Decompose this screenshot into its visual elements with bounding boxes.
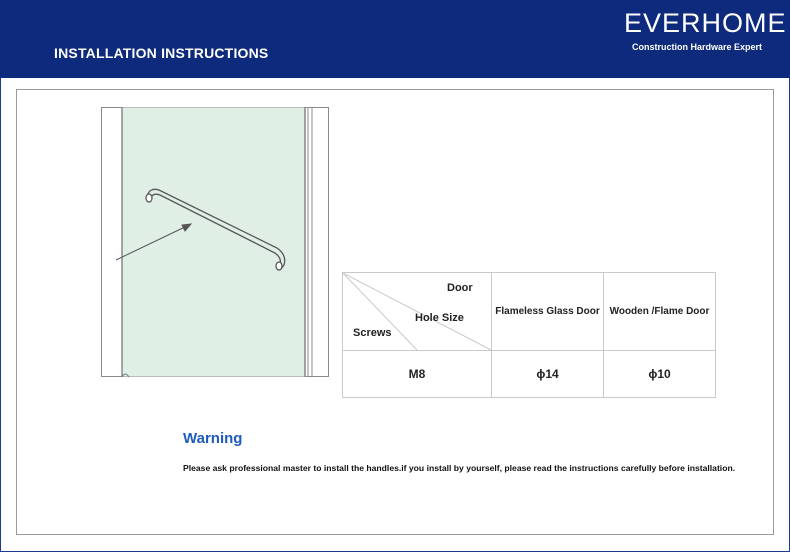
warning-text: Please ask professional master to install the handles.if you install by yourself, please read the instructions carefully before installation.	[183, 463, 736, 473]
handle-mount-bottom	[276, 262, 282, 270]
hole-size-label: Hole Size	[415, 312, 464, 324]
wood-hole-size-cell: ϕ10	[604, 351, 716, 398]
brand-tagline: Construction Hardware Expert	[632, 42, 763, 52]
spec-table	[342, 272, 716, 398]
handle-mount-top	[146, 194, 152, 202]
glass-panel	[122, 108, 306, 377]
door-label: Door	[447, 282, 473, 294]
diagonal-header-cell	[343, 273, 492, 351]
column-header-wooden-door: Wooden /Flame Door	[604, 273, 716, 351]
warning-heading: Warning	[183, 430, 243, 447]
brand-logo: EVERHOME	[624, 8, 787, 38]
door-handle-illustration	[101, 107, 330, 378]
header-banner	[0, 0, 790, 78]
screws-label: Screws	[353, 327, 392, 339]
page-title: INSTALLATION INSTRUCTIONS	[54, 45, 269, 61]
glass-hole-size-cell: ϕ14	[492, 351, 604, 398]
column-header-glass-door: Flameless Glass Door	[492, 273, 604, 351]
screw-size-cell: M8	[343, 351, 492, 398]
table-header-row	[343, 273, 716, 351]
table-row	[343, 351, 716, 398]
